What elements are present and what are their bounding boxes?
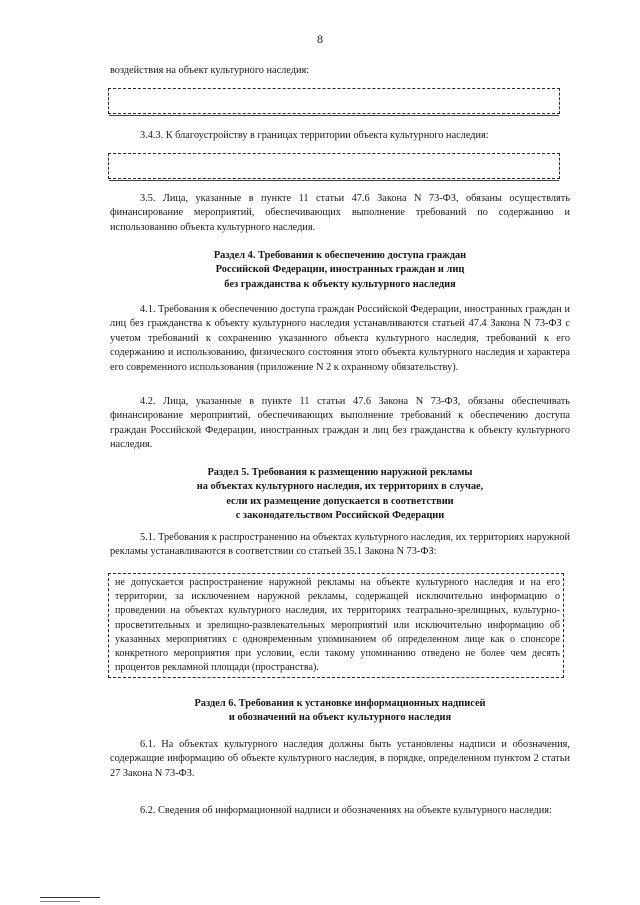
paragraph-4-1: 4.1. Требования к обеспечению доступа граждан Российской Федерации, иностранных граждан и лиц без гражданства к объекту культурного наследия устанавливаются статьей 47.4 Закона N 73-ФЗ с учетом требований к сохранению указанного объекта культурного наследия, требований к его содержанию и использованию, физического состояния этого объекта культурного наследия и характера его современного использования (приложение N 2 к охранному обязательству). xyxy=(110,304,570,373)
section-6-heading xyxy=(110,697,570,726)
advertising-requirements-box: не допускается распространение наружной рекламы на объекте культурного наследия и на его территории, за исключением наружной рекламы, содержащей исключительно информацию о проведении на объектах культурного наследия, их территориях театрально-зрелищных, культурно-просветительных и зрелищно-развлекательных мероприятий или исключительно информацию об указанных мероприятиях с одновременным упоминанием об определенном лице как о спонсоре конкретного мероприятия при условии, если такому упоминанию отведено не более чем десять процентов рекламной площади (пространства). xyxy=(108,573,564,678)
section-6-heading-line-1: Раздел 6. Требования к установке информационных надписей xyxy=(194,698,486,709)
paragraph-3-4-3: 3.4.3. К благоустройству в границах территории объекта культурного наследия: xyxy=(140,130,489,141)
section-4-heading-line-1: Раздел 4. Требования к обеспечению доступа граждан xyxy=(213,250,467,261)
paragraph-5-1: 5.1. Требования к распространению на объектах культурного наследия, их территориях наружной рекламы устанавливаются в соответствии со статьей 35.1 Закона N 73-ФЗ: xyxy=(110,532,570,558)
section-4-heading xyxy=(110,249,570,292)
empty-field-box-3-4-2 xyxy=(108,88,560,114)
footnote-separator-line xyxy=(40,897,100,898)
section-5-heading-line-2: на объектах культурного наследия, их территориях в случае, xyxy=(196,481,484,493)
section-5-heading-line-3: если их размещение допускается в соответствии xyxy=(226,495,454,507)
section-5-heading xyxy=(110,466,570,524)
empty-field-box-3-4-3 xyxy=(108,153,560,179)
footnote-separator-underline xyxy=(40,901,80,902)
paragraph-6-1: 6.1. На объектах культурного наследия должны быть установлены надписи и обозначения, содержащие информацию об объекте культурного наследия, в порядке, определенном пунктом 2 статьи 27 Закона N 73-ФЗ. xyxy=(110,739,570,779)
section-6-heading-line-2: и обозначений на объект культурного наследия xyxy=(228,712,452,724)
section-4-heading-line-3: без гражданства к объекту культурного наследия xyxy=(224,278,456,290)
paragraph-4-2: 4.2. Лица, указанные в пункте 11 статьи 47.6 Закона N 73-ФЗ, обязаны обеспечивать финансирование мероприятий, обеспечивающих выполнение требований к обеспечению доступа граждан Российской Федерации, иностранных граждан и лиц без гражданства к объекту культурного наследия. xyxy=(110,396,570,451)
section-4-heading-line-2: Российской Федерации, иностранных граждан и лиц xyxy=(215,264,465,276)
section-5-heading-line-1: Раздел 5. Требования к размещению наружной рекламы xyxy=(207,467,473,478)
paragraph-3-5: 3.5. Лица, указанные в пункте 11 статьи 47.6 Закона N 73-ФЗ, обязаны осуществлять финансирование мероприятий, обеспечивающих выполнение требований по содержанию и использованию объекта культурного наследия. xyxy=(110,193,570,233)
section-5-heading-line-4: с законодательством Российской Федерации xyxy=(235,510,445,522)
paragraph-6-2: 6.2. Сведения об информационной надписи и обозначениях на объекте культурного наследия: xyxy=(140,805,552,816)
page-number: 8 xyxy=(317,32,323,46)
paragraph-3-4-2-end: воздействия на объект культурного наследия: xyxy=(110,65,310,76)
